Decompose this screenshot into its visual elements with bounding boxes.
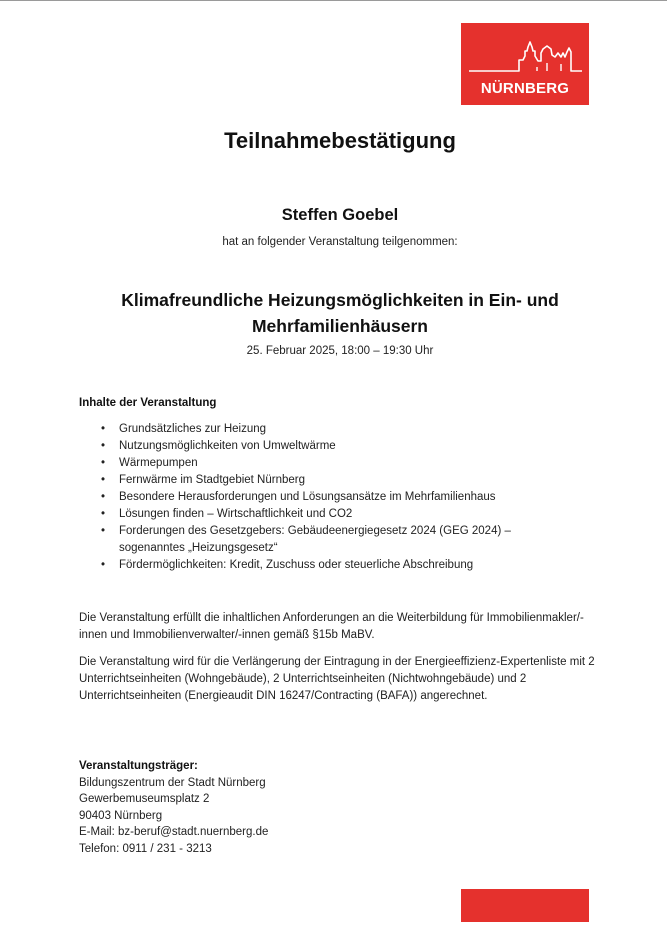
- logo-wordmark: NÜRNBERG: [480, 80, 570, 97]
- recipient-name: Steffen Goebel: [281, 206, 399, 224]
- top-border-line: [0, 0, 667, 1]
- list-item: • Fördermöglichkeiten: Kredit, Zuschuss oder steuerliche Abschreibung: [79, 557, 569, 574]
- document-title: Teilnahmebestätigung: [224, 128, 456, 153]
- sponsor-block: [79, 758, 268, 857]
- footer-brand-bar: [461, 889, 589, 922]
- qualification-paragraph: Die Veranstaltung erfüllt die inhaltlichen Anforderungen an die Weiterbildung für Immobilienmakler/-innen und Immobilienverwalter/-innen gemäß §15b MaBV.: [79, 612, 584, 641]
- list-item: • Besondere Herausforderungen und Lösungsansätze im Mehrfamilienhaus: [79, 489, 569, 506]
- list-item: • Grundsätzliches zur Heizung: [79, 421, 569, 438]
- list-item: • Fernwärme im Stadtgebiet Nürnberg: [79, 472, 569, 489]
- sponsor-city: 90403 Nürnberg: [79, 809, 163, 822]
- list-item: • Forderungen des Gesetzgebers: Gebäudeenergiegesetz 2024 (GEG 2024) – sogenanntes „Heizungsgesetz“: [79, 523, 569, 557]
- event-date: 25. Februar 2025, 18:00 – 19:30 Uhr: [246, 345, 434, 357]
- event-title: Klimafreundliche Heizungsmöglichkeiten in Ein- und Mehrfamilienhäusern: [121, 290, 559, 336]
- participation-statement: hat an folgender Veranstaltung teilgenommen:: [222, 236, 458, 248]
- energy-list-paragraph: Die Veranstaltung wird für die Verlängerung der Eintragung in der Energieeffizienz-Expertenliste mit 2 Unterrichtseinheiten (Wohngebäude), 2 Unterrichtseinheiten (Nichtwohngebäude) und 2 Unterrichtseinheiten (Energieaudit DIN 16247/Contracting (BAFA)) angerechnet.: [79, 656, 595, 702]
- sponsor-heading: Veranstaltungsträger:: [79, 760, 198, 772]
- sponsor-street: Gewerbemuseumsplatz 2: [79, 793, 210, 805]
- sponsor-email: E-Mail: bz-beruf@stadt.nuernberg.de: [79, 826, 269, 838]
- topics-list: [79, 421, 569, 574]
- list-item: • Wärmepumpen: [79, 455, 569, 472]
- contents-heading: Inhalte der Veranstaltung: [79, 397, 217, 409]
- sponsor-phone: Telefon: 0911 / 231 - 3213: [79, 842, 212, 855]
- list-item: • Lösungen finden – Wirtschaftlichkeit und CO2: [79, 506, 569, 523]
- list-item: • Nutzungsmöglichkeiten von Umweltwärme: [79, 438, 569, 455]
- nuernberg-logo: [461, 23, 589, 105]
- sponsor-name: Bildungszentrum der Stadt Nürnberg: [79, 776, 266, 789]
